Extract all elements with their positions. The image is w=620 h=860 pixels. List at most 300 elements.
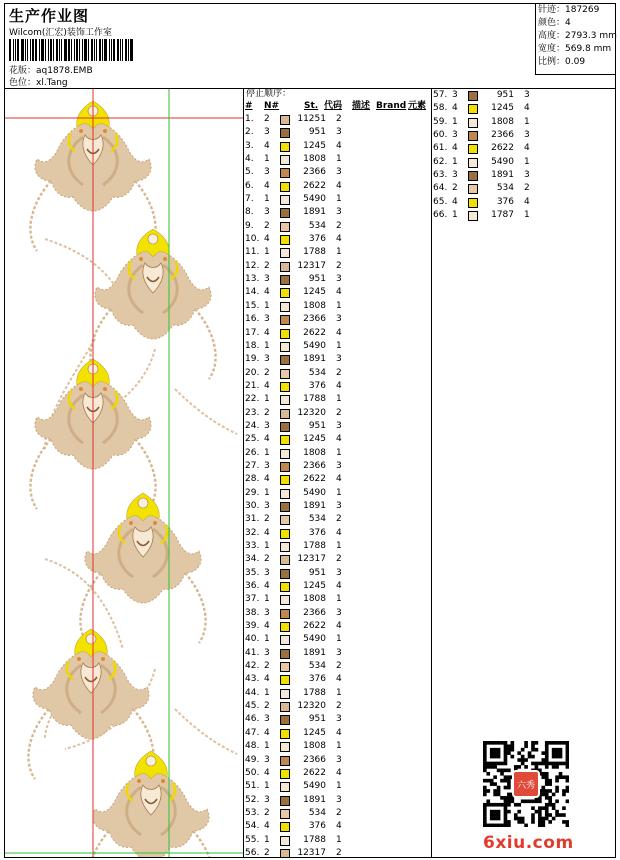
stop-number: 62.: [433, 156, 448, 167]
barcode-bar: [30, 39, 31, 61]
thread-code: 1245: [491, 103, 514, 114]
needle-number: 2: [264, 367, 270, 378]
thread-code: 1891: [303, 354, 326, 365]
stop-number: 40.: [245, 634, 260, 645]
stop-row: [244, 206, 431, 219]
stop-row: [244, 327, 431, 340]
stop-number: 14.: [245, 287, 260, 298]
thread-color-swatch: [280, 302, 290, 312]
thread-code: 1245: [303, 727, 326, 738]
needle-number: 4: [264, 621, 270, 632]
color-slot: 3: [336, 714, 342, 725]
color-slot: 4: [336, 527, 342, 538]
stop-number: 33.: [245, 541, 260, 551]
color-slot: 4: [336, 234, 342, 245]
thread-color-swatch: [468, 118, 478, 128]
color-slot: 3: [336, 274, 342, 285]
needle-number: 2: [264, 407, 270, 418]
thread-code: 1787: [491, 210, 514, 221]
stop-number: 30.: [245, 500, 260, 511]
stop-row: [244, 273, 431, 286]
needle-number: 3: [264, 420, 270, 431]
color-slot: 4: [524, 103, 530, 114]
needle-number: 3: [264, 274, 270, 285]
stop-row: [244, 527, 431, 540]
stop-number: 29.: [245, 487, 260, 498]
color-slot: 3: [336, 167, 342, 178]
stop-row: [244, 740, 431, 753]
barcode: [9, 39, 137, 61]
needle-number: 1: [452, 210, 458, 221]
design-preview: [5, 89, 244, 857]
color-slot: 2: [336, 260, 342, 271]
thread-code: 5490: [491, 156, 514, 167]
thread-code: 951: [308, 127, 326, 138]
thread-color-swatch: [280, 128, 290, 138]
color-slot: 4: [336, 474, 342, 485]
col-header-number: #: [245, 101, 253, 111]
color-slot: 3: [336, 607, 342, 618]
stop-row: [244, 647, 431, 660]
color-slot: 4: [336, 287, 342, 298]
needle-number: 2: [264, 514, 270, 525]
color-slot: 3: [524, 90, 530, 100]
barcode-bar: [122, 39, 123, 61]
thread-color-swatch: [280, 729, 290, 739]
thread-color-swatch: [280, 115, 290, 125]
color-slot: 2: [336, 661, 342, 672]
barcode-bar: [32, 39, 34, 61]
stop-sequence-table: [244, 89, 432, 857]
needle-number: 2: [264, 220, 270, 231]
stop-row: [244, 193, 431, 206]
stop-row: [244, 140, 431, 153]
stop-row: [244, 820, 431, 833]
thread-code: 951: [308, 420, 326, 431]
stop-number: 46.: [245, 714, 260, 725]
stop-number: 44.: [245, 687, 260, 698]
thread-color-swatch: [280, 689, 290, 699]
thread-code: 951: [308, 714, 326, 725]
thread-color-swatch: [280, 329, 290, 339]
stop-number: 41.: [245, 647, 260, 658]
barcode-bar: [74, 39, 75, 61]
thread-code: 12317: [297, 554, 326, 565]
needle-number: 1: [264, 634, 270, 645]
needle-number: 2: [452, 183, 458, 194]
stat-height: 高度：2793.3 mm: [538, 31, 617, 41]
col-header-description: 描述: [352, 101, 371, 111]
needle-number: 2: [264, 847, 270, 857]
color-slot: 3: [336, 460, 342, 471]
barcode-bar: [94, 39, 95, 61]
stop-row: [244, 593, 431, 606]
stop-row: [244, 153, 431, 166]
color-slot: 4: [336, 327, 342, 338]
color-slot: 4: [524, 196, 530, 207]
needle-number: 3: [264, 500, 270, 511]
qr-code: [483, 741, 569, 827]
stop-row: [244, 300, 431, 313]
stop-row: [244, 126, 431, 139]
stop-row: [244, 246, 431, 259]
needle-number: 3: [264, 167, 270, 178]
thread-code: 5490: [303, 340, 326, 351]
thread-color-swatch: [280, 315, 290, 325]
needle-number: 4: [452, 103, 458, 114]
color-slot: 1: [524, 156, 530, 167]
needle-number: 2: [264, 701, 270, 712]
color-slot: 1: [524, 210, 530, 221]
thread-code: 2366: [303, 460, 326, 471]
barcode-bar: [88, 39, 89, 61]
thread-code: 534: [308, 367, 326, 378]
barcode-bar: [35, 39, 37, 61]
stop-row: [244, 460, 431, 473]
thread-color-swatch: [468, 184, 478, 194]
thread-color-swatch: [280, 622, 290, 632]
needle-number: 4: [264, 767, 270, 778]
thread-color-swatch: [280, 462, 290, 472]
thread-code: 376: [308, 527, 326, 538]
thread-color-swatch: [280, 489, 290, 499]
barcode-bar: [15, 39, 16, 61]
sheet-header: [5, 4, 615, 89]
stop-row: [244, 233, 431, 246]
thread-code: 1891: [303, 647, 326, 658]
color-slot: 1: [336, 594, 342, 605]
stop-row: [244, 380, 431, 393]
thread-code: 1245: [303, 581, 326, 592]
stop-row: [244, 553, 431, 566]
thread-color-swatch: [280, 836, 290, 846]
color-slot: 3: [336, 354, 342, 365]
thread-color-swatch: [280, 395, 290, 405]
thread-color-swatch: [280, 595, 290, 605]
stop-number: 43.: [245, 674, 260, 685]
thread-code: 2622: [303, 767, 326, 778]
color-slot: 3: [336, 754, 342, 765]
barcode-bar: [125, 39, 127, 61]
needle-number: 3: [264, 354, 270, 365]
color-slot: 1: [336, 487, 342, 498]
stop-rows-column-2: [432, 89, 615, 222]
stop-row: [244, 286, 431, 299]
needle-number: 1: [264, 541, 270, 551]
stop-row: [244, 754, 431, 767]
stop-row: [244, 180, 431, 193]
col-header-stitches: St.: [304, 101, 319, 111]
page-title: 生产作业图: [9, 7, 90, 25]
thread-color-swatch: [280, 582, 290, 592]
thread-code: 534: [496, 183, 514, 194]
stop-row: [432, 142, 615, 155]
color-slot: 3: [336, 127, 342, 138]
stop-number: 10.: [245, 234, 260, 245]
color-slot: 4: [336, 621, 342, 632]
barcode-bar: [71, 39, 72, 61]
stop-row: [244, 113, 431, 126]
color-slot: 2: [336, 554, 342, 565]
stop-number: 25.: [245, 434, 260, 445]
needle-number: 3: [264, 607, 270, 618]
thread-code: 2622: [491, 143, 514, 154]
stop-number: 7.: [245, 194, 254, 205]
stop-number: 26.: [245, 447, 260, 458]
thread-code: 2366: [303, 754, 326, 765]
thread-color-swatch: [468, 144, 478, 154]
stop-number: 9.: [245, 220, 254, 231]
needle-number: 4: [264, 287, 270, 298]
color-slot: 1: [336, 634, 342, 645]
thread-color-swatch: [280, 275, 290, 285]
thread-code: 5490: [303, 781, 326, 792]
stop-number: 60.: [433, 130, 448, 141]
stop-row: [244, 727, 431, 740]
color-slot: 4: [336, 380, 342, 391]
stop-number: 64.: [433, 183, 448, 194]
needle-number: 4: [264, 821, 270, 832]
stop-number: 45.: [245, 701, 260, 712]
needle-number: 1: [452, 116, 458, 127]
thread-color-swatch: [280, 409, 290, 419]
thread-color-swatch: [280, 675, 290, 685]
stat-scale: 比例：0.09: [538, 57, 586, 67]
stop-number: 4.: [245, 154, 254, 165]
stop-number: 59.: [433, 116, 448, 127]
col-header-needle: N#: [264, 101, 280, 111]
color-slot: 4: [336, 821, 342, 832]
thread-code: 951: [308, 274, 326, 285]
stop-number: 51.: [245, 781, 260, 792]
stop-row: [244, 620, 431, 633]
stop-number: 32.: [245, 527, 260, 538]
colorway-label: 色位：xl.Tang: [9, 78, 68, 88]
color-slot: 2: [336, 367, 342, 378]
barcode-bar: [50, 39, 52, 61]
barcode-bar: [117, 39, 119, 61]
thread-color-swatch: [280, 195, 290, 205]
color-slot: 1: [336, 541, 342, 551]
needle-number: 3: [264, 754, 270, 765]
thread-color-swatch: [280, 742, 290, 752]
stop-row: [244, 260, 431, 273]
color-slot: 1: [524, 116, 530, 127]
needle-number: 3: [264, 207, 270, 218]
thread-code: 534: [308, 661, 326, 672]
needle-number: 4: [264, 434, 270, 445]
stop-row: [244, 393, 431, 406]
barcode-bar: [41, 39, 44, 61]
color-slot: 2: [336, 701, 342, 712]
needle-number: 4: [264, 140, 270, 151]
color-slot: 4: [336, 434, 342, 445]
color-slot: 4: [336, 767, 342, 778]
thread-color-swatch: [280, 769, 290, 779]
stop-number: 18.: [245, 340, 260, 351]
stop-row: [432, 116, 615, 129]
color-slot: 1: [336, 340, 342, 351]
stop-row: [244, 166, 431, 179]
stop-number: 38.: [245, 607, 260, 618]
thread-color-swatch: [280, 288, 290, 298]
thread-color-swatch: [280, 475, 290, 485]
needle-number: 1: [264, 487, 270, 498]
thread-color-swatch: [280, 649, 290, 659]
thread-color-swatch: [468, 131, 478, 141]
color-slot: 2: [336, 514, 342, 525]
color-slot: 1: [336, 741, 342, 752]
barcode-bar: [56, 39, 58, 61]
table-header-row: [244, 100, 431, 113]
thread-code: 1788: [303, 247, 326, 258]
stop-row: [244, 313, 431, 326]
thread-code: 534: [308, 220, 326, 231]
barcode-bar: [64, 39, 67, 61]
thread-color-swatch: [280, 609, 290, 619]
stop-row: [244, 473, 431, 486]
thread-code: 1808: [303, 594, 326, 605]
stop-number: 3.: [245, 140, 254, 151]
barcode-bar: [45, 39, 46, 61]
stat-stitches: 针迹：187269: [538, 5, 600, 15]
barcode-bar: [53, 39, 54, 61]
needle-number: 1: [264, 300, 270, 311]
barcode-bar: [39, 39, 40, 61]
stop-row: [432, 89, 615, 102]
design-file-label: 花版：aq1878.EMB: [9, 66, 93, 76]
stop-row: [244, 513, 431, 526]
stop-rows-column-1: [244, 113, 431, 857]
barcode-bar: [61, 39, 62, 61]
color-slot: 4: [336, 140, 342, 151]
color-slot: 4: [336, 581, 342, 592]
barcode-bar: [17, 39, 19, 61]
stop-row: [432, 196, 615, 209]
stop-sequence-label: 停止顺序：: [246, 89, 292, 99]
barcode-bar: [113, 39, 115, 61]
thread-code: 5490: [303, 634, 326, 645]
barcode-bar: [130, 39, 133, 61]
thread-code: 2622: [303, 474, 326, 485]
thread-code: 5490: [303, 487, 326, 498]
stop-number: 35.: [245, 567, 260, 578]
stop-row: [432, 129, 615, 142]
thread-color-swatch: [280, 435, 290, 445]
stop-number: 61.: [433, 143, 448, 154]
color-slot: 3: [524, 170, 530, 181]
needle-number: 1: [264, 394, 270, 405]
color-slot: 2: [336, 114, 342, 124]
stop-number: 37.: [245, 594, 260, 605]
stop-row: [432, 102, 615, 115]
stop-number: 21.: [245, 380, 260, 391]
production-worksheet: [4, 3, 616, 858]
thread-color-swatch: [280, 342, 290, 352]
stop-row: [244, 567, 431, 580]
needle-number: 2: [264, 661, 270, 672]
stop-number: 31.: [245, 514, 260, 525]
stop-number: 27.: [245, 460, 260, 471]
thread-code: 2622: [303, 327, 326, 338]
stop-number: 11.: [245, 247, 260, 258]
stat-colors: 颜色：4: [538, 18, 571, 28]
needle-number: 3: [264, 127, 270, 138]
stop-row: [244, 420, 431, 433]
barcode-bar: [99, 39, 101, 61]
needle-number: 3: [264, 460, 270, 471]
thread-code: 2622: [303, 621, 326, 632]
stop-row: [244, 700, 431, 713]
company-name: Wilcom(汇宏)装饰工作室: [9, 28, 112, 38]
thread-color-swatch: [280, 222, 290, 232]
thread-color-swatch: [280, 155, 290, 165]
needle-number: 3: [264, 714, 270, 725]
color-slot: 3: [336, 567, 342, 578]
needle-number: 1: [264, 687, 270, 698]
needle-number: 3: [264, 794, 270, 805]
color-slot: 3: [524, 130, 530, 141]
color-slot: 1: [336, 300, 342, 311]
stop-number: 36.: [245, 581, 260, 592]
thread-code: 1788: [303, 834, 326, 845]
stop-row: [432, 209, 615, 222]
stop-row: [244, 687, 431, 700]
stop-number: 53.: [245, 807, 260, 818]
stop-number: 42.: [245, 661, 260, 672]
color-slot: 4: [336, 674, 342, 685]
needle-number: 4: [452, 196, 458, 207]
barcode-bar: [91, 39, 93, 61]
stop-row: [432, 169, 615, 182]
thread-color-swatch: [280, 208, 290, 218]
stop-number: 57.: [433, 90, 448, 100]
thread-code: 1808: [303, 300, 326, 311]
barcode-bar: [13, 39, 14, 61]
needle-number: 3: [264, 647, 270, 658]
thread-code: 376: [496, 196, 514, 207]
stop-row: [244, 220, 431, 233]
needle-number: 3: [452, 130, 458, 141]
thread-color-swatch: [280, 569, 290, 579]
stop-row: [244, 367, 431, 380]
stop-row: [244, 447, 431, 460]
needle-number: 4: [264, 674, 270, 685]
thread-code: 2366: [303, 607, 326, 618]
color-slot: 1: [336, 194, 342, 205]
thread-color-swatch: [280, 782, 290, 792]
thread-code: 11251: [297, 114, 326, 124]
thread-code: 951: [496, 90, 514, 100]
color-slot: 1: [336, 687, 342, 698]
needle-number: 4: [264, 327, 270, 338]
needle-number: 4: [264, 380, 270, 391]
stop-row: [244, 353, 431, 366]
thread-code: 12317: [297, 260, 326, 271]
thread-color-swatch: [280, 529, 290, 539]
thread-color-swatch: [280, 502, 290, 512]
thread-code: 534: [308, 807, 326, 818]
thread-code: 2622: [303, 180, 326, 191]
stop-number: 47.: [245, 727, 260, 738]
thread-code: 534: [308, 514, 326, 525]
stop-row: [244, 500, 431, 513]
needle-number: 1: [264, 154, 270, 165]
stop-number: 24.: [245, 420, 260, 431]
barcode-bar: [102, 39, 103, 61]
barcode-bar: [48, 39, 49, 61]
barcode-bar: [68, 39, 70, 61]
